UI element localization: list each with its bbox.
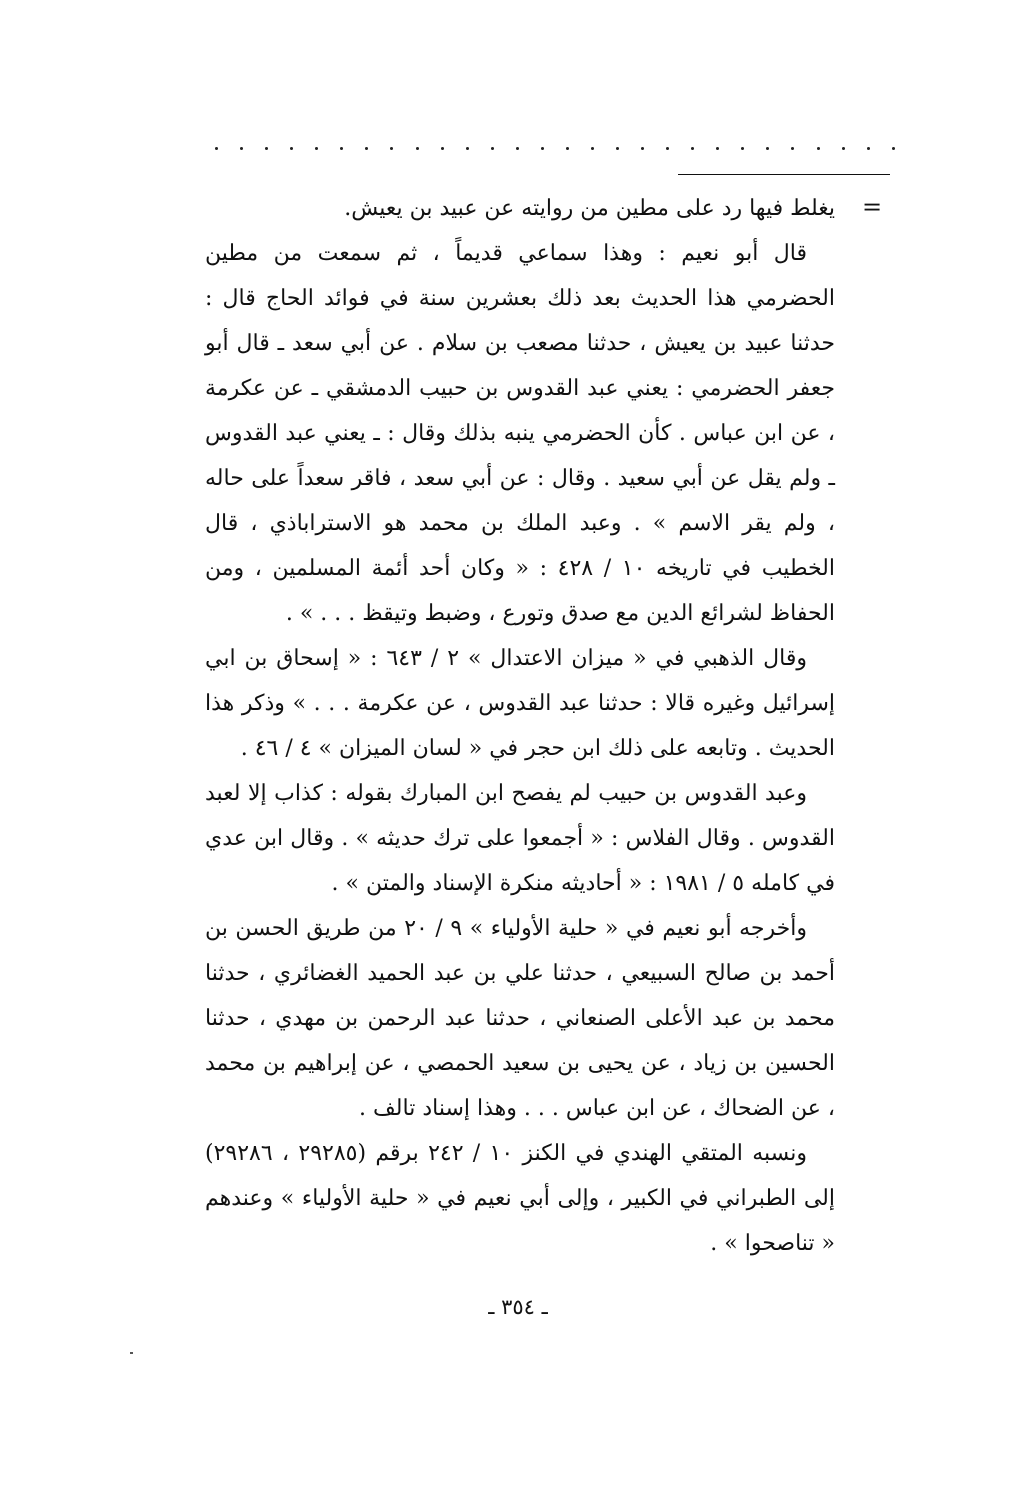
- separator-dot: [240, 147, 243, 150]
- paragraph-6: ونسبه المتقي الهندي في الكنز ١٠ / ٢٤٢ برقم (٢٩٢٨٥ ، ٢٩٢٨٦) إلى الطبراني في الكبير ، وإلى أبي نعيم في « حلية الأولياء » وعندهم « تناصحوا » .: [205, 1141, 835, 1256]
- separator-dot: [416, 147, 419, 150]
- separator-dot: [215, 147, 218, 150]
- separator-dot: [591, 147, 594, 150]
- footnote-rule: [678, 174, 890, 175]
- paragraph-5: وأخرجه أبو نعيم في « حلية الأولياء » ٩ / ٢٠ من طريق الحسن بن أحمد بن صالح السبيعي ، حدثنا علي بن عبد الحميد الغضائري ، حدثنا محمد بن عبد الأعلى الصنعاني ، حدثنا عبد الرحمن بن مهدي ، حدثنا الحسين بن زياد ، عن يحيى بن سعيد الحمصي ، عن إبراهيم بن محمد ، عن الضحاك ، عن ابن عباس . . . وهذا إسناد تالف .: [205, 916, 835, 1121]
- separator-dot: [491, 147, 494, 150]
- separator-dot: [315, 147, 318, 150]
- paragraph-2: قال أبو نعيم : وهذا سماعي قديماً ، ثم سمعت من مطين الحضرمي هذا الحديث بعد ذلك بعشرين سنة في فوائد الحاج قال : حدثنا عبيد بن يعيش ، حدثنا مصعب بن سلام . عن أبي سعد ـ قال أبو جعفر الحضرمي : يعني عبد القدوس بن حبيب الدمشقي ـ عن عكرمة ، عن ابن عباس . كأن الحضرمي ينبه بذلك وقال : ـ يعني عبد القدوس ـ ولم يقل عن أبي سعيد . وقال : عن أبي سعد ، فاقر سعداً على حاله ، ولم يقر الاسم » . وعبد الملك بن محمد هو الاستراباذي ، قال الخطيب في تاريخه ١٠ / ٤٢٨ : « وكان أحد أئمة المسلمين ، ومن الحفاظ لشرائع الدين مع صدق وتورع ، وضبط وتيقظ . . . » .: [205, 241, 836, 626]
- separator-dot: [741, 147, 744, 150]
- scan-speck: [130, 1352, 133, 1354]
- separator-dot: [766, 147, 769, 150]
- separator-dot: [365, 147, 368, 150]
- separator-dot: [817, 147, 820, 150]
- separator-dot: [791, 147, 794, 150]
- page-number: ـ ٣٥٤ ـ: [488, 1295, 548, 1319]
- separator-dot: [616, 147, 619, 150]
- separator-dot: [290, 147, 293, 150]
- separator-dot: [842, 147, 845, 150]
- separator-dot: [566, 147, 569, 150]
- separator-dot: [892, 147, 895, 150]
- separator-dot: [516, 147, 519, 150]
- paragraph-1: يغلط فيها رد على مطين من روايته عن عبيد بن يعيش.: [344, 196, 835, 221]
- separator-dot: [691, 147, 694, 150]
- footnote-text: [205, 186, 835, 1266]
- separator-dot: [441, 147, 444, 150]
- continuation-mark: =: [862, 193, 883, 221]
- paragraph-4: وعبد القدوس بن حبيب لم يفصح ابن المبارك بقوله : كذاب إلا لعبد القدوس . وقال الفلاس : « أجمعوا على ترك حديثه » . وقال ابن عدي في كامله ٥ / ١٩٨١ : « أحاديثه منكرة الإسناد والمتن » .: [205, 781, 835, 896]
- separator-dot: [666, 147, 669, 150]
- separator-dot: [390, 147, 393, 150]
- separator-dot: [716, 147, 719, 150]
- paragraph-3: وقال الذهبي في « ميزان الاعتدال » ٢ / ٦٤٣ : « إسحاق بن ابي إسرائيل وغيره قالا : حدثنا عبد القدوس ، عن عكرمة . . . » وذكر هذا الحديث . وتابعه على ذلك ابن حجر في « لسان الميزان » ٤ / ٤٦ .: [205, 646, 835, 761]
- separator-dot: [466, 147, 469, 150]
- separator-dot: [541, 147, 544, 150]
- dotted-separator: [215, 138, 895, 158]
- separator-dot: [867, 147, 870, 150]
- separator-dot: [265, 147, 268, 150]
- separator-dot: [340, 147, 343, 150]
- separator-dot: [641, 147, 644, 150]
